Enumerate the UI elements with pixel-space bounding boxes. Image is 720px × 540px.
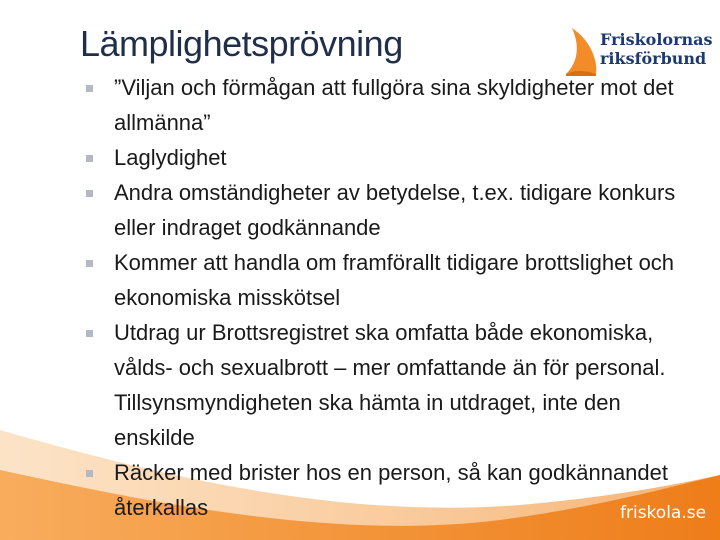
footer-url: friskola.se [620,503,707,523]
bullet-text: Kommer att handla om framförallt tidigare brottslighet och ekonomiska misskötsel [114,250,675,310]
page-title: Lämplighetsprövning [80,23,403,64]
bullet-item [84,175,694,245]
bullet-square-icon [86,190,93,197]
bullet-list [84,70,694,525]
bullet-text: Utdrag ur Brottsregistret ska omfatta både ekonomiska, vålds- och sexualbrott – mer omfattande än för personal. Tillsynsmyndigheten ska hämta in utdraget, inte den enskilde [114,320,666,450]
bullet-item [84,315,694,455]
bullet-square-icon [86,85,93,92]
bullet-item [84,245,694,315]
bullet-text: ”Viljan och förmågan att fullgöra sina skyldigheter mot det allmänna” [114,75,674,135]
logo-line2: riksförbund [600,49,707,68]
logo-line1: Friskolornas [600,30,713,49]
bullet-item [84,140,694,175]
bullet-square-icon [86,155,93,162]
bullet-square-icon [86,330,93,337]
bullet-text: Laglydighet [114,145,227,170]
bullet-square-icon [86,470,93,477]
bullet-item [84,70,694,140]
bullet-text: Andra omständigheter av betydelse, t.ex. tidigare konkurs eller indraget godkännande [114,180,676,240]
bullet-text: Räcker med brister hos en person, så kan godkännandet återkallas [114,460,668,520]
bullet-item [84,455,694,525]
logo-text [600,30,712,68]
bullet-square-icon [86,260,93,267]
